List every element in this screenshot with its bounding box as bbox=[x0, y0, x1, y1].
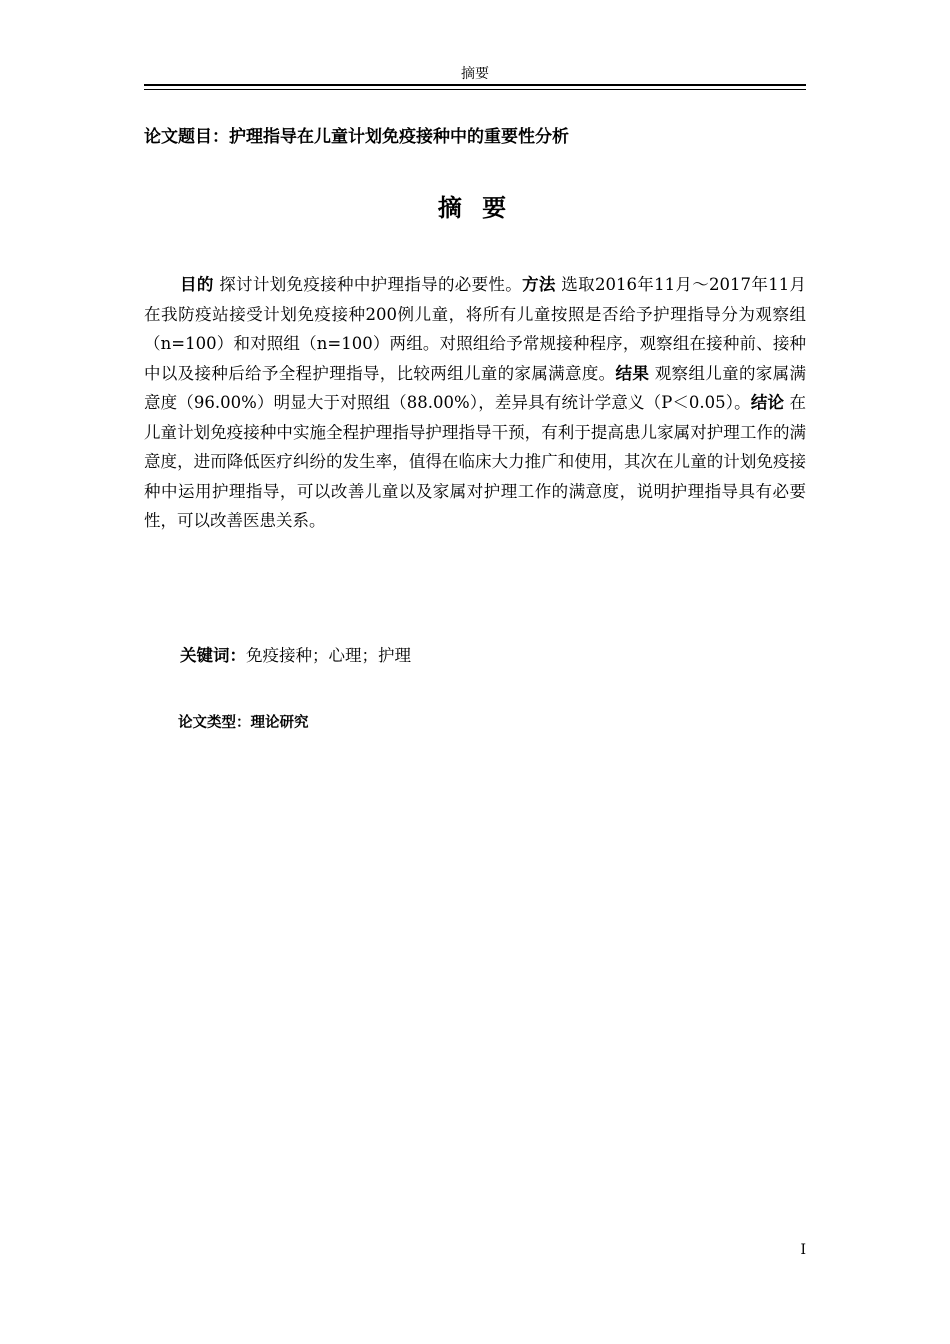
keywords-values: 免疫接种；心理；护理 bbox=[246, 646, 411, 665]
methods-text: 选取2016年11月～2017年11月在我防疫站接受计划免疫接种200例儿童，将所有儿童按照是否给予护理指导分为观察组（n=100）和对照组（n=100）两组。对照组给予常规接种程序，观察组在接种前、接种中以及接种后给予全程护理指导，比较两组儿童的家属满意度。 bbox=[144, 275, 807, 383]
methods-label: 方法 bbox=[522, 275, 556, 294]
results-label: 结果 bbox=[615, 363, 650, 383]
keywords-line bbox=[180, 641, 806, 671]
objective-label: 目的 bbox=[180, 275, 214, 294]
results-text: 观察组儿童的家属满意度（96.00%）明显大于对照组（88.00%），差异具有统计学意义（P＜0.05）。 bbox=[144, 363, 807, 412]
abstract-body bbox=[144, 270, 806, 536]
abstract-heading: 摘 要 bbox=[437, 194, 513, 222]
running-header: 摘要 bbox=[461, 66, 489, 82]
conclusion-label: 结论 bbox=[750, 393, 785, 412]
header-double-rule bbox=[144, 84, 806, 90]
thesis-title: 论文题目：护理指导在儿童计划免疫接种中的重要性分析 bbox=[144, 127, 569, 147]
objective-text: 探讨计划免疫接种中护理指导的必要性。 bbox=[213, 275, 523, 294]
paper-type: 论文类型：理论研究 bbox=[178, 715, 309, 731]
keywords-label: 关键词： bbox=[180, 646, 246, 665]
page-number: I bbox=[800, 1242, 806, 1258]
conclusion-text: 在儿童计划免疫接种中实施全程护理指导护理指导干预，有利于提高患儿家属对护理工作的满意度，进而降低医疗纠纷的发生率，值得在临床大力推广和使用，其次在儿童的计划免疫接种中运用护理指导，可以改善儿童以及家属对护理工作的满意度，说明护理指导具有必要性，可以改善医患关系。 bbox=[144, 393, 807, 530]
